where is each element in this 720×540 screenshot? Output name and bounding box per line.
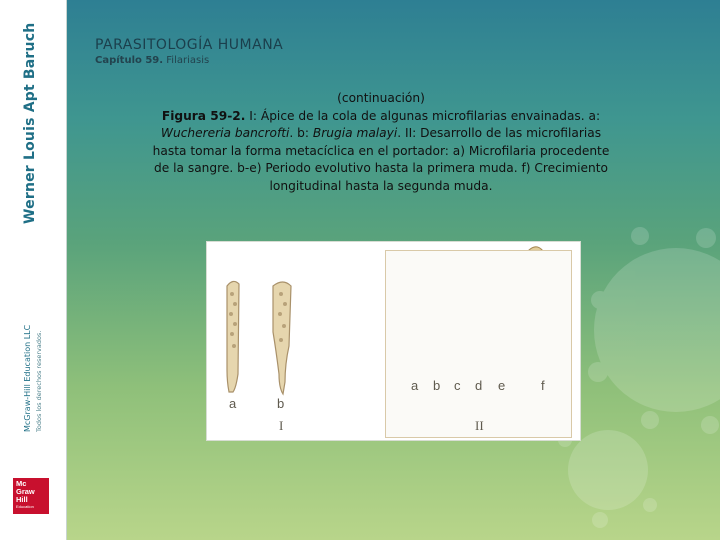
panel-ii-label-c: c bbox=[454, 378, 461, 393]
specimen-b-tail bbox=[273, 282, 291, 394]
caption-text: Figura 59-2. I: Ápice de la cola de algunas microfilarias envainadas. a: Wuchereria bancrofti. b: Brugia malayi. II: Desarrollo de las microfilarias hasta tomar la forma metacíclica en el portador: a) Microfilaria procedente de la sangre. b-e) Periodo evolutivo hasta la primera muda. f) Crecimiento longitudinal hasta la segunda muda. bbox=[152, 108, 610, 193]
species-name: Wuchereria bancrofti bbox=[160, 126, 290, 140]
panel-i-label-a: a bbox=[229, 396, 237, 411]
mcgraw-hill-logo: Mc Graw Hill Education bbox=[13, 478, 49, 514]
specimen-a-tail bbox=[227, 281, 239, 392]
rights-line: Todos los derechos reservados. bbox=[35, 330, 43, 432]
left-sidebar bbox=[0, 0, 67, 540]
panel-ii-roman: II bbox=[475, 418, 484, 433]
species-name: Brugia malayi bbox=[312, 126, 398, 140]
figure-image bbox=[206, 241, 581, 441]
panel-ii-label-a: a bbox=[411, 378, 419, 393]
continuation-label: (continuación) bbox=[337, 91, 425, 105]
panel-ii-label-f: f bbox=[541, 378, 545, 393]
chapter-heading bbox=[95, 55, 209, 66]
figure-caption bbox=[150, 90, 612, 195]
copyright-line: McGraw-Hill Education LLC bbox=[23, 324, 32, 432]
chapter-number: Capítulo 59. bbox=[95, 55, 164, 66]
panel-ii-label-d: d bbox=[475, 378, 483, 393]
panel-i-roman: I bbox=[279, 418, 284, 433]
author-name: Werner Louis Apt Baruch bbox=[22, 22, 38, 224]
chapter-name: Filariasis bbox=[166, 55, 210, 66]
book-title: PARASITOLOGÍA HUMANA bbox=[95, 37, 284, 53]
panel-i-label-b: b bbox=[277, 396, 285, 411]
panel-ii-label-e: e bbox=[498, 378, 506, 393]
panel-ii-label-b: b bbox=[433, 378, 441, 393]
figure-label: Figura 59-2. bbox=[161, 108, 246, 123]
figure-panel-ii bbox=[385, 250, 572, 438]
